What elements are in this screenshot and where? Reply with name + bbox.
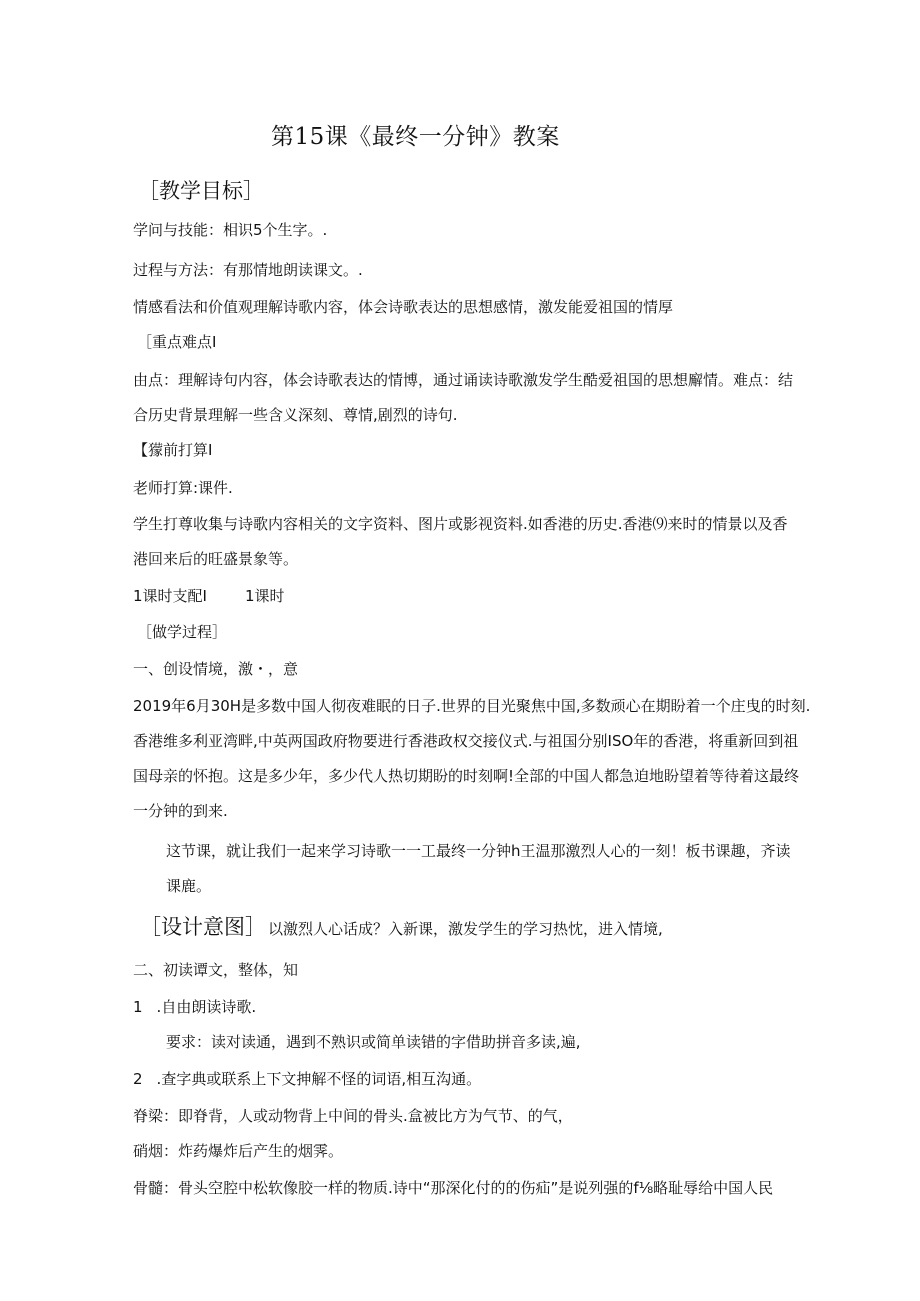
design-intent-text: 以激烈人心话成？入新课，激发学生的学习热忱，进入情境, [268, 920, 663, 938]
preparation-student-line-2: 港回来后的旺盛景象等。 [133, 550, 299, 568]
design-intent-row [140, 914, 663, 942]
key-points-line-2: 合历史背景理解一些含义深刻、尊情,剧烈的诗句. [133, 406, 458, 424]
page-title: 第15课《最终一分钟》教案 [271, 124, 560, 150]
section-heading-preparation: 【獴前打算I [133, 441, 213, 459]
goal-knowledge: 学问与技能：相识5个生字。. [133, 221, 328, 239]
key-points-line-1: 由点：理解诗句内容，体会诗歌表达的情博，通过诵读诗歌激发学生酷爱祖国的思想廨情。难点：结 [133, 371, 794, 389]
step-1-paragraph-line-1: 2019年6月30H是多数中国人彻夜难眠的日子.世界的目光聚焦中国,多数顽心在期盼着一个庄曳的时刻. [133, 697, 811, 715]
section-heading-goals: ［教学目标］ [138, 179, 264, 203]
step-2-item-1-requirement: 要求：读对读通，遇到不熟识或简单读错的字借助拼音多读,遍, [166, 1033, 581, 1051]
step-2-item-1 [133, 997, 256, 1017]
preparation-student-line-1: 学生打尊收集与诗歌内容相关的文字资料、图片或影视资料.如香港的历史.香港⑼来时的情景以及香 [133, 515, 788, 533]
vocab-xiaoyan: 硝烟：炸药爆炸后产生的烟霁。 [133, 1142, 344, 1160]
vocab-gusui: 骨髓：骨头空腔中松软像胶一样的物质.诗中“那深化付的的伤疝”是说列强的f⅛略耻辱给中国人民 [133, 1179, 774, 1197]
step-2-item-2 [133, 1069, 481, 1089]
goal-process: 过程与方法：有那情地朗读课文。. [133, 261, 363, 279]
schedule-value: 1课时 [244, 587, 285, 605]
step-1-paragraph-line-5: 这节课，就让我们一起来学习诗歌一一工最终一分钟h王温那激烈人心的一刻！板书课趣，齐读 [166, 842, 791, 860]
vocab-jiliang: 脊梁：即脊背，人或动物背上中间的骨头.盒被比方为气节、的气， [133, 1107, 573, 1125]
step-1-paragraph-line-3: 国母亲的怀抱。这是多少年，多少代人热切期盼的时刻啊!全部的中国人都急迫地盼望着等待着这最终 [133, 767, 800, 785]
section-heading-key-points: ［重点难点I [137, 333, 217, 351]
goal-emotion: 情感看法和价值观理解诗歌内容，体会诗歌表达的思想感情，激发能爱祖国的情厚 [133, 298, 674, 316]
step-2-item-1-text: .自由朗读诗歌. [156, 998, 257, 1016]
step-2-item-2-number: 2 [133, 1070, 143, 1088]
schedule-label: 1课时支配I [133, 587, 207, 605]
step-2-heading: 二、初读谭文，整体，知 [133, 961, 299, 979]
section-heading-process: ［做学过程］ [137, 623, 228, 641]
step-1-paragraph-line-2: 香港维多利亚湾畔,中英两国政府物要进行香港政权交接仪式.与祖国分别ISO年的香港，将重新回到祖 [133, 732, 799, 750]
step-1-paragraph-line-6: 课鹿。 [166, 877, 212, 895]
step-2-item-2-text: .查字典或联系上下文抻解不怪的词语,相互沟通。 [156, 1070, 482, 1088]
schedule-row [133, 586, 285, 606]
step-2-item-1-number: 1 [133, 998, 143, 1016]
step-1-paragraph-line-4: 一分钟的到来. [133, 802, 228, 820]
step-1-heading: 一、创设情境，激・，意 [133, 660, 299, 678]
design-intent-label: ［设计意图］ [140, 915, 266, 939]
preparation-teacher: 老师打算:课件. [133, 479, 233, 497]
